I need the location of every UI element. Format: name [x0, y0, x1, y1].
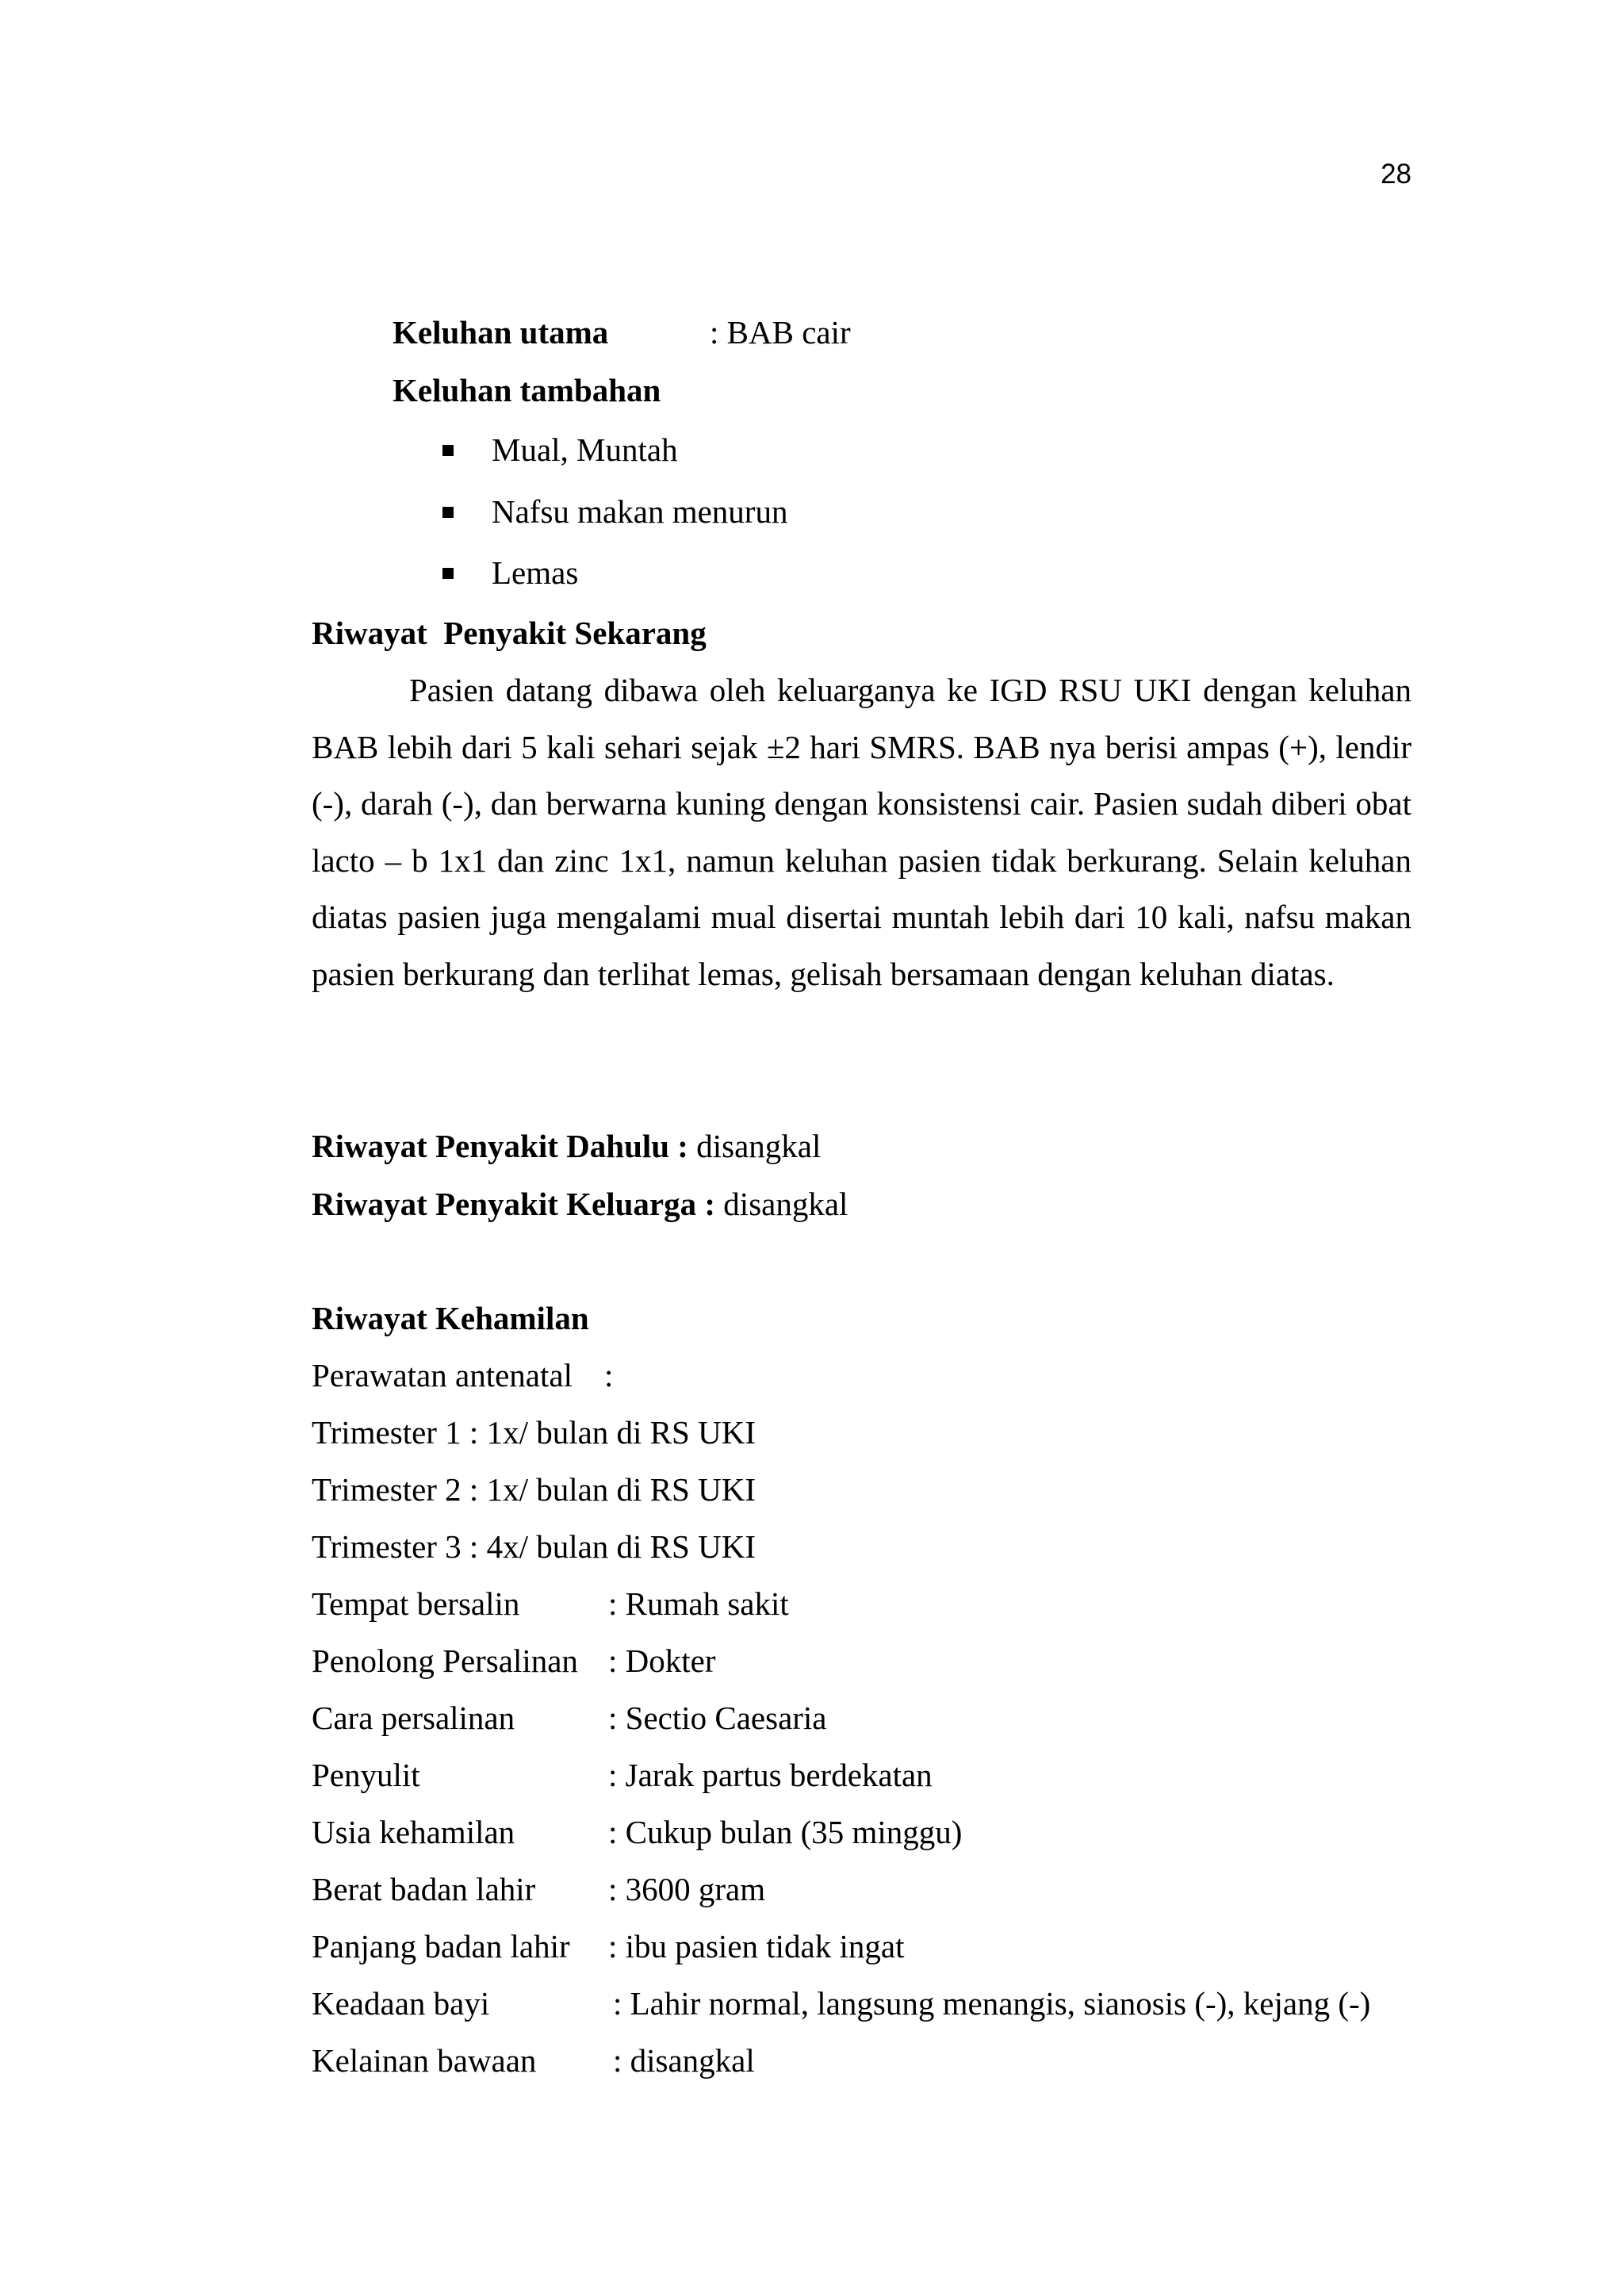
row-label: Panjang badan lahir [312, 1928, 570, 1964]
riwayat-dahulu-value: disangkal [688, 1128, 822, 1164]
row-label: Tempat bersalin [312, 1585, 520, 1622]
row-value: : ibu pasien tidak ingat [608, 1928, 905, 1964]
page-number: 28 [1381, 159, 1411, 190]
trimester-line: Trimester 1 : 1x/ bulan di RS UKI [312, 1414, 756, 1451]
antenatal-value: : [604, 1357, 614, 1393]
riwayat-dahulu-label: Riwayat Penyakit Dahulu : [312, 1128, 688, 1164]
row-label: Penolong Persalinan [312, 1642, 578, 1679]
row-value: : Rumah sakit [608, 1585, 789, 1622]
row-value: : Sectio Caesaria [608, 1700, 827, 1736]
keluhan-utama-value: : BAB cair [710, 314, 851, 351]
riwayat-sekarang-paragraph [312, 662, 1411, 1002]
trimester-line: Trimester 3 : 4x/ bulan di RS UKI [312, 1528, 756, 1565]
row-value: : Jarak partus berdekatan [608, 1757, 933, 1793]
keluhan-utama-label: Keluhan utama [393, 314, 609, 351]
row-label: Cara persalinan [312, 1700, 515, 1736]
bullet-icon [442, 507, 454, 518]
bullet-icon [442, 568, 454, 579]
row-label: Kelainan bawaan [312, 2042, 537, 2079]
keluhan-tambahan-label: Keluhan tambahan [393, 372, 661, 408]
row-label: Keadaan bayi [312, 1985, 490, 2022]
row-value: : 3600 gram [608, 1871, 766, 1907]
riwayat-keluarga [312, 1185, 848, 1223]
riwayat-kehamilan-heading: Riwayat Kehamilan [312, 1300, 589, 1336]
list-item: Nafsu makan menurun [492, 493, 788, 530]
row-label: Usia kehamilan [312, 1814, 515, 1850]
riwayat-dahulu [312, 1127, 821, 1165]
antenatal-label: Perawatan antenatal [312, 1357, 573, 1393]
riwayat-keluarga-value: disangkal [715, 1186, 848, 1222]
paragraph-text: Pasien datang dibawa oleh keluarganya ke IGD RSU UKI dengan keluhan BAB lebih dari 5 kali sehari sejak ±2 hari SMRS. BAB nya berisi ampas (+), lendir (-), darah (-), dan berwarna kuning dengan konsistensi cair. Pasien sudah diberi obat lacto – b 1x1 dan zinc 1x1, namun keluhan pasien tidak berkurang. Selain keluhan diatas pasien juga mengalami mual disertai muntah lebih dari 10 kali, nafsu makan pasien berkurang dan terlihat lemas, gelisah bersamaan dengan keluhan diatas. [312, 672, 1411, 992]
trimester-line: Trimester 2 : 1x/ bulan di RS UKI [312, 1471, 756, 1508]
row-label: Berat badan lahir [312, 1871, 536, 1907]
riwayat-sekarang-heading: Riwayat Penyakit Sekarang [312, 615, 707, 651]
row-value: : Lahir normal, langsung menangis, sianosis (-), kejang (-) [613, 1985, 1371, 2022]
row-value: : Cukup bulan (35 minggu) [608, 1814, 963, 1850]
list-item: Mual, Muntah [492, 431, 678, 468]
row-label: Penyulit [312, 1757, 420, 1793]
row-value: : disangkal [613, 2042, 755, 2079]
list-item: Lemas [492, 554, 579, 591]
bullet-icon [442, 445, 454, 456]
row-value: : Dokter [608, 1642, 716, 1679]
riwayat-keluarga-label: Riwayat Penyakit Keluarga : [312, 1186, 716, 1222]
